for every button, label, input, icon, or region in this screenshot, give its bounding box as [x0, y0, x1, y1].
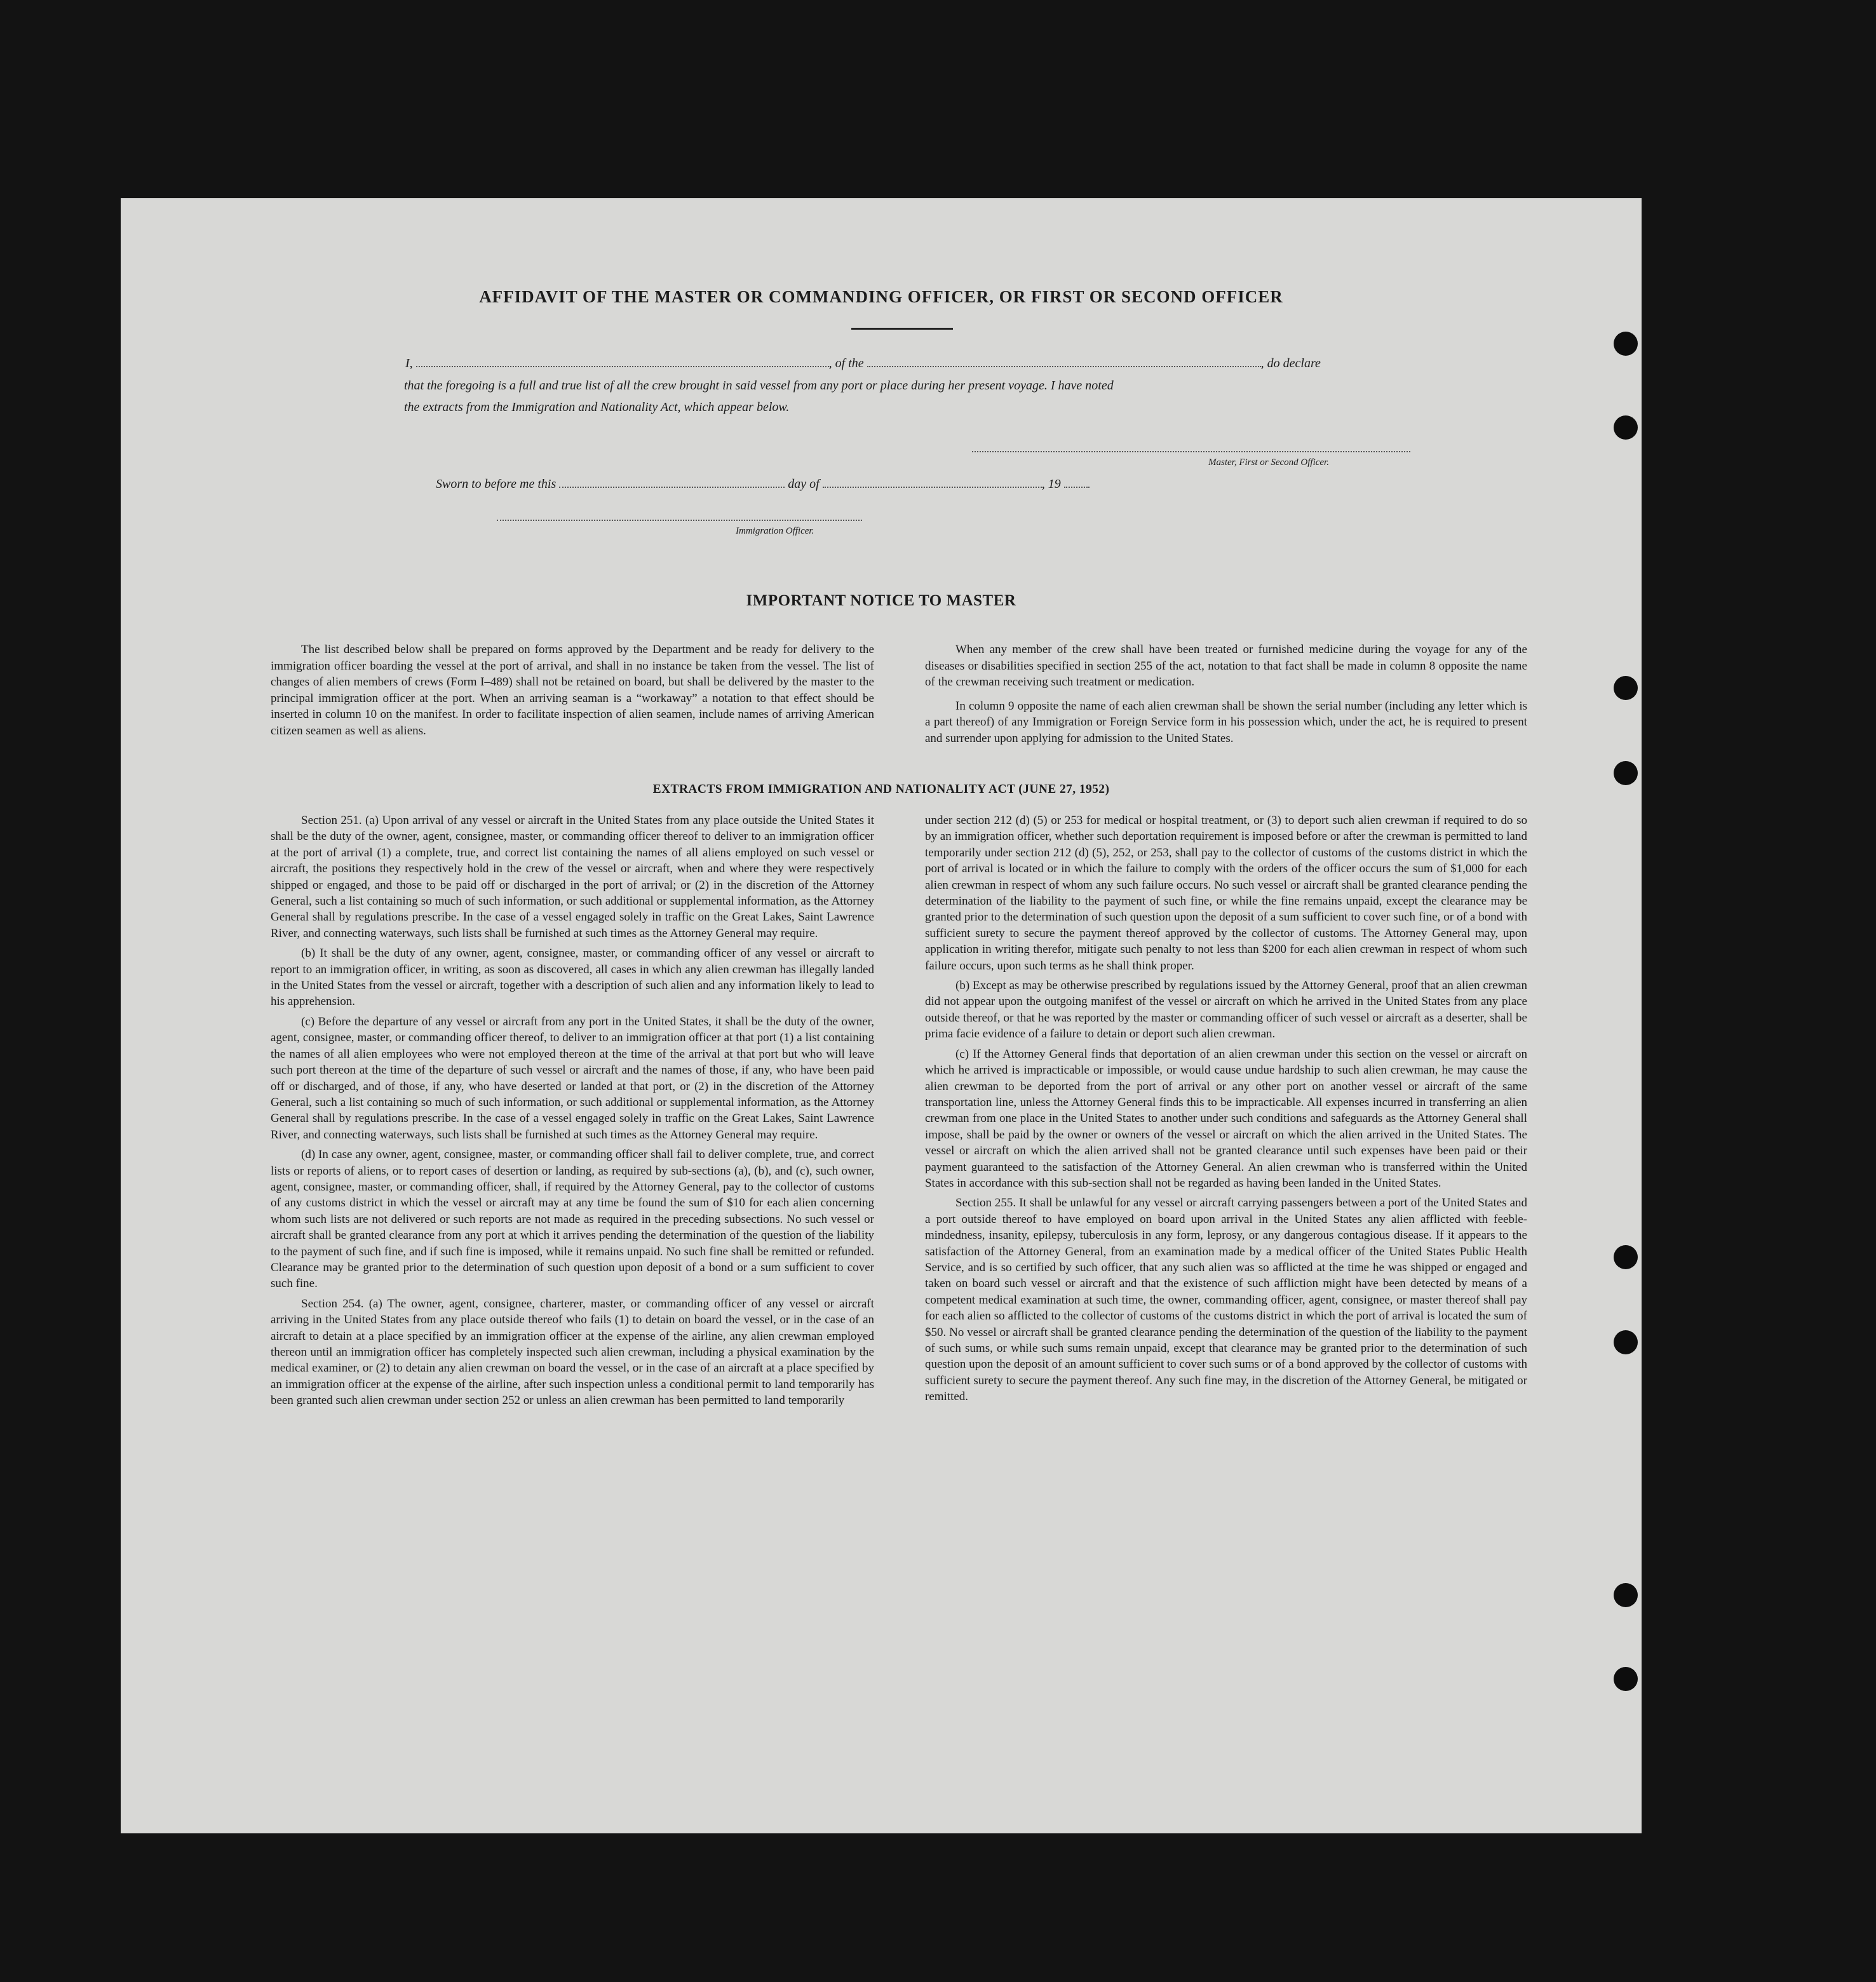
declaration-i: I, — [405, 356, 413, 370]
extracts-title: EXTRACTS FROM IMMIGRATION AND NATIONALITY ACT (JUNE 27, 1952) — [652, 783, 1110, 796]
sworn-prefix: Sworn to before me this — [436, 477, 557, 491]
punch-hole — [1614, 761, 1638, 785]
name-blank — [416, 356, 829, 367]
section-254-a-continued: under section 212 (d) (5) or 253 for medical or hospital treatment, or (3) to deport such alien crewman if required to do so by an immigration officer, whether such deportation requirement is imposed before or after the crewman is permitted to land temporarily under section 212 (d) (5), 252, or 253, shall pay to the collector of customs of the customs district in which the port of arrival is located or in which the failure to comply with the orders of the officer occurs the sum of $1,000 for each alien crewman in respect of whom any such failure occurs. No such vessel or aircraft shall be granted clearance pending the determination of the liability to the payment of such fine, or while the fine remains unpaid, except the clearance may be granted prior to the determination of such question upon the deposit of a sum sufficient to cover such fine, or of a bond with sufficient surety to secure the payment thereof approved by the collector of customs. The Attorney General may, upon application in writing therefor, mitigate such penalty to not less than $200 for each alien crewman in respect of whom such failure occurs, upon such terms as he shall think proper. — [925, 814, 1527, 973]
notice-title: IMPORTANT NOTICE TO MASTER — [746, 592, 1016, 609]
section-254-c: (c) If the Attorney General finds that deportation of an alien crewman under this section on the vessel or aircraft on which he arrived is impracticable or impossible, or would cause undue hardship to such alien crewman, he may cause the alien crewman to be deported from the port of arrival or any other port on another vessel or aircraft of the same transportation line, unless the Attorney General finds this to be impracticable. All expenses incurred in transferring an alien crewman from one place in the United States to another under such conditions and safeguards as the Attorney General shall impose, shall be paid by the owner or owners of the vessel or aircraft on which the alien arrived in the United States. The vessel or aircraft on which the alien arrived shall not be granted clearance until such expenses have been paid or their payment guaranteed to the satisfaction of the Attorney General. An alien crewman who is transferred within the United States in accordance with this sub-section shall not be regarded as having been landed in the United States. — [925, 1047, 1527, 1190]
declaration-do-declare: , do declare — [1260, 356, 1321, 370]
section-251-b: (b) It shall be the duty of any owner, agent, consignee, master, or commanding officer of any vessel or aircraft to report to an immigration officer, in writing, as soon as discovered, all cases in which any alien crewman has illegally landed in the United States from the vessel or aircraft, together with a description of such alien and any information likely to lead to his apprehension. — [271, 947, 874, 1009]
section-251-d: (d) In case any owner, agent, consignee, master, or commanding officer shall fail to deliver complete, true, and correct lists or reports of aliens, or to report cases of desertion or landing, as required by sub-sections (a), (b), and (c), such owner, agent, consignee, master, or commanding officer, shall, if required by the Attorney General, pay to the collector of customs of any customs district in which the vessel or aircraft may at any time be found the sum of $10 for each alien concerning whom such lists are not delivered or such reports are not made as required in the preceding subsections. No such vessel or aircraft shall be granted clearance from any port at which it arrives pending the determination of the question of the liability to the payment of such fine, and if such fine is imposed, while it remains unpaid. No such fine shall be remitted or refunded. Clearance may be granted prior to the determination of such question upon deposit of a bond or a sum sufficient to cover such fine. — [271, 1148, 874, 1291]
sworn-month-blank — [823, 476, 1042, 488]
title-rule — [851, 328, 953, 330]
affidavit-title: AFFIDAVIT OF THE MASTER OR COMMANDING OFFICER, OR FIRST OR SECOND OFFICER — [479, 287, 1283, 306]
section-254-a: Section 254. (a) The owner, agent, consignee, charterer, master, or commanding officer of any vessel or aircraft arriving in the United States from any place outside thereof who fails (1) to detain on board the vessel, or in the case of an aircraft to detain at a place specified by an immigration officer at the expense of the airline, any alien crewman employed thereon until an immigration officer has completely inspected such alien crewman, including a physical examination by the medical examiner, or (2) to detain any alien crewman on board the vessel, or in the case of an aircraft at a place specified by an immigration officer at the expense of the airline, after such inspection unless a conditional permit to land temporarily has been granted such alien crewman under section 252 or unless an alien crewman has been permitted to land temporarily — [271, 1297, 874, 1408]
notice-left-paragraph: The list described below shall be prepared on forms approved by the Department and be ready for delivery to the immigration officer boarding the vessel at the port of arrival, and shall in no instance be taken from the vessel. The list of changes of alien members of crews (Form I–489) shall not be retained on board, but shall be delivered by the master to the principal immigration officer at the port. When an arriving seaman is a “workaway” a notation to that effect should be inserted in column 10 on the manifest. In order to facilitate inspection of alien seamen, include names of arriving American citizen seamen as well as aliens. — [271, 643, 874, 738]
punch-hole — [1614, 1667, 1638, 1691]
section-254-b: (b) Except as may be otherwise prescribed by regulations issued by the Attorney General, proof that an alien crewman did not appear upon the outgoing manifest of the vessel or aircraft on which he arrived in the United States from any place outside thereof, or that he was reported by the master or commanding officer of such vessel or aircraft as a deserter, shall be prima facie evidence of a failure to detain or deport such alien crewman. — [925, 979, 1527, 1041]
master-signature-caption: Master, First or Second Officer. — [1208, 457, 1329, 468]
punch-hole — [1614, 1583, 1638, 1607]
declaration-line-2: that the foregoing is a full and true list of all the crew brought in said vessel from any port or place during her present voyage. I have noted — [404, 379, 1114, 393]
punch-hole — [1614, 1330, 1638, 1354]
punch-hole — [1614, 676, 1638, 700]
notice-left-column — [271, 642, 874, 743]
officer-signature-line — [497, 520, 862, 521]
punch-hole — [1614, 332, 1638, 356]
declaration-line-3: the extracts from the Immigration and Nationality Act, which appear below. — [404, 400, 790, 414]
master-signature-line — [972, 451, 1410, 452]
declaration-of-the: , of the — [828, 356, 864, 370]
punch-hole — [1614, 415, 1638, 440]
sworn-day-of: day of — [788, 477, 820, 491]
sworn-year-blank — [1064, 476, 1090, 488]
notice-right-column — [925, 642, 1527, 750]
notice-right-paragraph-1: When any member of the crew shall have been treated or furnished medicine during the voyage for any of the diseases or disabilities specified in section 255 of the act, notation to that fact shall be made in column 8 opposite the name of the crewman receiving such treatment or medication. — [925, 643, 1527, 689]
section-255: Section 255. It shall be unlawful for any vessel or aircraft carrying passengers between a port of the United States and a port outside thereof to have employed on board upon arrival in the United States any alien afflicted with feeble-mindedness, insanity, epilepsy, tuberculosis in any form, leprosy, or any dangerous contagious disease. If it appears to the satisfaction of the Attorney General, from an examination made by a medical officer of the United States Public Health Service, and is so certified by such officer, that any such alien was so afflicted at the time he was shipped or engaged and taken on board such vessel or aircraft and that the existence of such affliction might have been detected by means of a competent medical examination at such time, the owner, commanding officer, agent, consignee, or master thereof shall pay for each alien so afflicted to the collector of customs of the customs district in which the port of arrival is located the sum of $50. No vessel or aircraft shall be granted clearance pending the determination of the question of the liability to the payment of such sums, or while such sums remain unpaid, except that clearance may be granted prior to the determination of such question upon the deposit of an amount sufficient to cover such sums or of a bond approved by the collector of customs with sufficient surety to secure the payment thereof. Any such fine may, in the discretion of the Attorney General, be mitigated or remitted. — [925, 1196, 1527, 1404]
notice-right-paragraph-2: In column 9 opposite the name of each alien crewman shall be shown the serial number (including any letter which is a part thereof) of any Immigration or Foreign Service form in his possession which, under the act, he is required to present and surrender upon applying for admission to the United States. — [925, 699, 1527, 745]
declaration-line-1 — [405, 356, 1321, 371]
punch-hole — [1614, 1245, 1638, 1269]
extracts-right-column — [925, 812, 1527, 1409]
section-251-a: Section 251. (a) Upon arrival of any vessel or aircraft in the United States from any place outside the United States it shall be the duty of the owner, agent, consignee, master, or commanding officer thereof to deliver to an immigration officer at the port of arrival (1) a complete, true, and correct list containing the names of all aliens employed on such vessel or aircraft, the positions they respectively hold in the crew of the vessel or aircraft, when and where they were respectively shipped or engaged, and those to be paid off or discharged in the port of arrival; or (2) in the discretion of the Attorney General, such a list containing so much of such information, or such additional or supplemental information, as the Attorney General shall by regulations prescribe. In the case of a vessel engaged solely in traffic on the Great Lakes, Saint Lawrence River, and connecting waterways, such lists shall be furnished at such times as the Attorney General may require. — [271, 814, 874, 940]
document-page — [121, 198, 1642, 1833]
sworn-day-blank — [559, 476, 785, 488]
extracts-left-column — [271, 812, 874, 1413]
sworn-year: , 19 — [1041, 477, 1061, 491]
immigration-officer-caption: Immigration Officer. — [736, 526, 814, 536]
section-251-c: (c) Before the departure of any vessel or aircraft from any port in the United States, it shall be the duty of the owner, agent, consignee, master, or commanding officer thereof, to deliver to an immigration officer at that port (1) a list containing the names of all alien employees who were not employed thereon at the time of the arrival at that port but who will leave such port thereon at the time of the departure of such vessel or aircraft and the names of those, if any, who have been paid off or discharged, and of those, if any, who have deserted or landed at that port, or (2) in the discretion of the Attorney General, such a list containing so much of such information, or such additional or supplemental information, as the Attorney General shall by regulations prescribe. In the case of a vessel engaged solely in traffic on the Great Lakes, Saint Lawrence River, and connecting waterways, such lists shall be furnished at such times as the Attorney General may require. — [271, 1015, 874, 1142]
vessel-blank — [867, 356, 1261, 367]
sworn-line — [436, 476, 1090, 492]
